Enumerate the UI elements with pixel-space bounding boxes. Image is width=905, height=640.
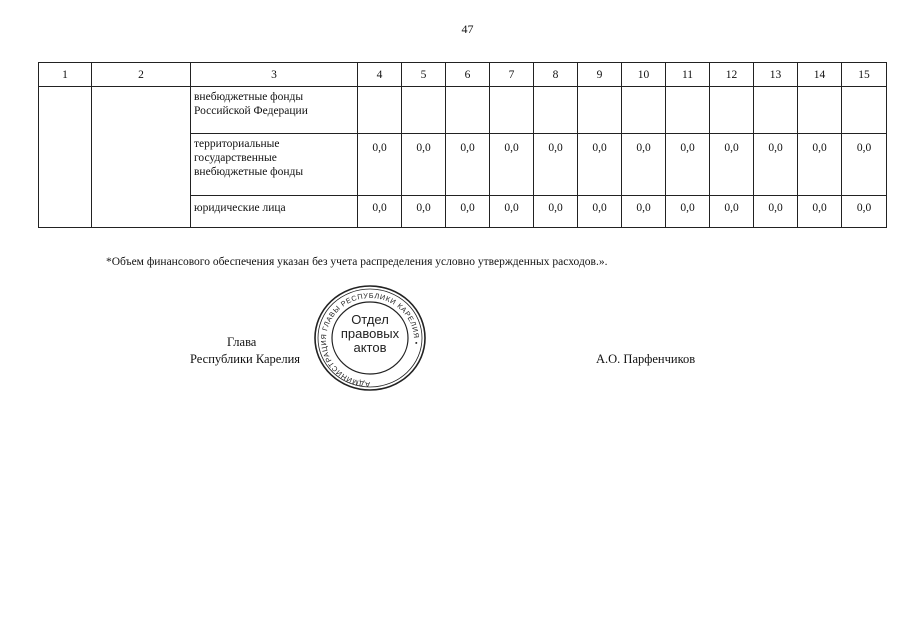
table-cell: 0,0: [754, 134, 798, 196]
table-cell: 0,0: [754, 196, 798, 228]
financing-table: [38, 62, 887, 228]
table-cell: [622, 87, 666, 134]
stamp-ring-text: АДМИНИСТРАЦИЯ ГЛАВЫ РЕСПУБЛИКИ КАРЕЛИЯ •: [318, 290, 422, 390]
column-header: 15: [842, 63, 887, 87]
table-cell: 0,0: [358, 134, 402, 196]
table-cell: 0,0: [358, 196, 402, 228]
column-header: 5: [402, 63, 446, 87]
page-number: 47: [461, 22, 474, 36]
table-cell: [402, 87, 446, 134]
column-header: 2: [92, 63, 191, 87]
column-header: 14: [798, 63, 842, 87]
footnote: *Объем финансового обеспечения указан без учета распределения условно утвержденных расходов.».: [106, 256, 608, 268]
table-cell: 0,0: [402, 196, 446, 228]
stamp-center-text: [339, 313, 401, 355]
table-cell: [490, 87, 534, 134]
table-cell: 0,0: [578, 134, 622, 196]
table-cell: 0,0: [666, 134, 710, 196]
table-cell-col2: [92, 87, 191, 228]
row-label-line: государственные: [194, 152, 277, 164]
table-cell: 0,0: [446, 134, 490, 196]
table-cell: [798, 87, 842, 134]
table-cell: 0,0: [622, 134, 666, 196]
column-header: 13: [754, 63, 798, 87]
table-cell: [842, 87, 887, 134]
table-cell: [446, 87, 490, 134]
official-stamp: [313, 284, 427, 392]
table-cell: 0,0: [710, 196, 754, 228]
table-cell: 0,0: [798, 196, 842, 228]
table-cell: [710, 87, 754, 134]
column-header: 11: [666, 63, 710, 87]
table-cell: [754, 87, 798, 134]
column-header: 9: [578, 63, 622, 87]
column-header: 7: [490, 63, 534, 87]
row-label-line: Российской Федерации: [194, 105, 308, 117]
table-cell-col1: [39, 87, 92, 228]
table-cell: 0,0: [622, 196, 666, 228]
table-row: [39, 87, 887, 134]
column-header: 3: [191, 63, 358, 87]
table-cell: [666, 87, 710, 134]
column-header: 1: [39, 63, 92, 87]
table-cell: 0,0: [402, 134, 446, 196]
table-cell: 0,0: [446, 196, 490, 228]
table-cell: [358, 87, 402, 134]
column-header: 6: [446, 63, 490, 87]
table-cell: 0,0: [490, 134, 534, 196]
stamp-line: правовых: [340, 326, 400, 341]
table-cell: 0,0: [666, 196, 710, 228]
column-header: 12: [710, 63, 754, 87]
row-label-line: внебюджетные фонды: [194, 91, 304, 103]
table-cell: 0,0: [710, 134, 754, 196]
row-label-line: территориальные: [194, 138, 280, 150]
column-header: 8: [534, 63, 578, 87]
signature-title: Глава: [227, 335, 257, 349]
table-cell: 0,0: [842, 196, 887, 228]
table-cell: 0,0: [490, 196, 534, 228]
row-label: [191, 87, 358, 134]
column-header: 4: [358, 63, 402, 87]
signature-name: А.О. Парфенчиков: [596, 352, 696, 366]
table-cell: 0,0: [578, 196, 622, 228]
row-label: [191, 134, 358, 196]
row-label-line: внебюджетные фонды: [194, 166, 304, 178]
table-cell: [578, 87, 622, 134]
table-cell: 0,0: [842, 134, 887, 196]
stamp-line: Отдел: [351, 312, 389, 327]
row-label-line: юридические лица: [194, 202, 286, 214]
table-cell: 0,0: [534, 134, 578, 196]
table-header-row: [39, 63, 887, 87]
table-cell: 0,0: [534, 196, 578, 228]
stamp-line: актов: [353, 340, 387, 355]
signature-republic: Республики Карелия: [190, 352, 301, 366]
row-label: [191, 196, 358, 228]
table-cell: 0,0: [798, 134, 842, 196]
table-cell: [534, 87, 578, 134]
column-header: 10: [622, 63, 666, 87]
